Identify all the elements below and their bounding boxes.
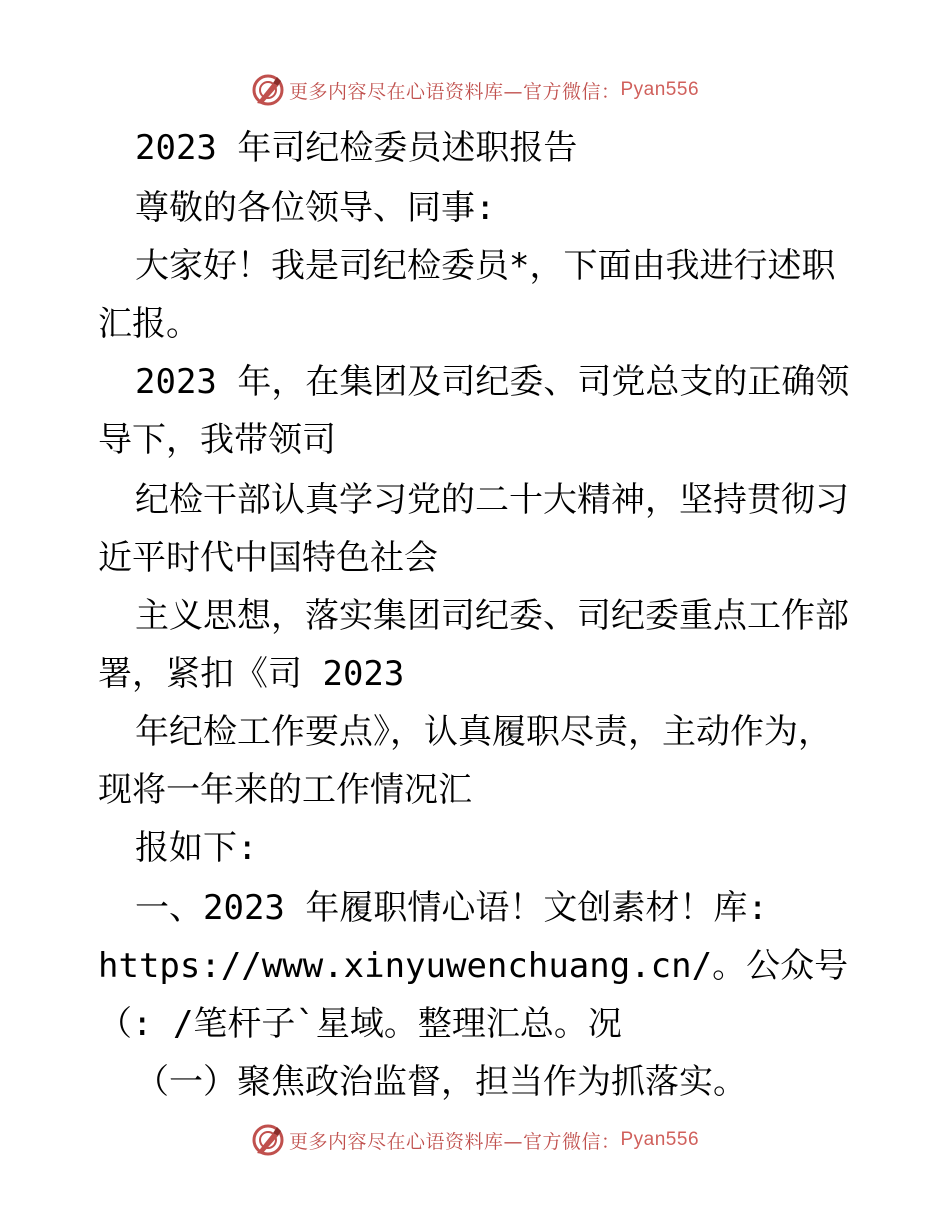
paragraph-line: 署，紧扣《司 2023 <box>98 654 405 694</box>
paragraph-line: 主义思想，落实集团司纪委、司纪委重点工作部 <box>135 596 849 636</box>
paragraph-line: https://www.xinyuwenchuang.cn/。公众号 <box>98 946 849 986</box>
paragraph-line: 年纪检工作要点》，认真履职尽责，主动作为， <box>135 712 832 752</box>
header-banner <box>0 70 950 110</box>
paragraph-line: 导下，我带领司 <box>98 420 336 460</box>
pen-logo-icon <box>251 1123 285 1157</box>
paragraph-line: 2023 年，在集团及司纪委、司党总支的正确领 <box>135 362 850 402</box>
banner-wechat-id: Pyan556 <box>620 1129 700 1150</box>
paragraph-line: （: /笔杆子`星域。整理汇总。况 <box>98 1004 622 1044</box>
section-heading: 一、2023 年履职情心语！文创素材！库: <box>135 888 768 928</box>
paragraph-line: 报如下: <box>135 828 258 868</box>
paragraph-line: 近平时代中国特色社会 <box>98 538 438 578</box>
paragraph-line: 现将一年来的工作情况汇 <box>98 770 472 810</box>
salutation: 尊敬的各位领导、同事: <box>135 188 496 228</box>
banner-text: 更多内容尽在心语资料库—官方微信： <box>288 80 621 103</box>
footer-banner <box>0 1120 950 1160</box>
subsection-heading: （一）聚焦政治监督，担当作为抓落实。 <box>135 1062 747 1102</box>
document-title: 2023 年司纪检委员述职报告 <box>135 128 578 168</box>
paragraph-line: 大家好！我是司纪检委员*，下面由我进行述职 <box>135 246 836 286</box>
pen-logo-icon <box>251 73 285 107</box>
paragraph-line: 纪检干部认真学习党的二十大精神，坚持贯彻习 <box>135 480 849 520</box>
banner-wechat-id: Pyan556 <box>620 79 700 100</box>
paragraph-line: 汇报。 <box>98 304 200 344</box>
banner-text: 更多内容尽在心语资料库—官方微信： <box>288 1130 621 1153</box>
